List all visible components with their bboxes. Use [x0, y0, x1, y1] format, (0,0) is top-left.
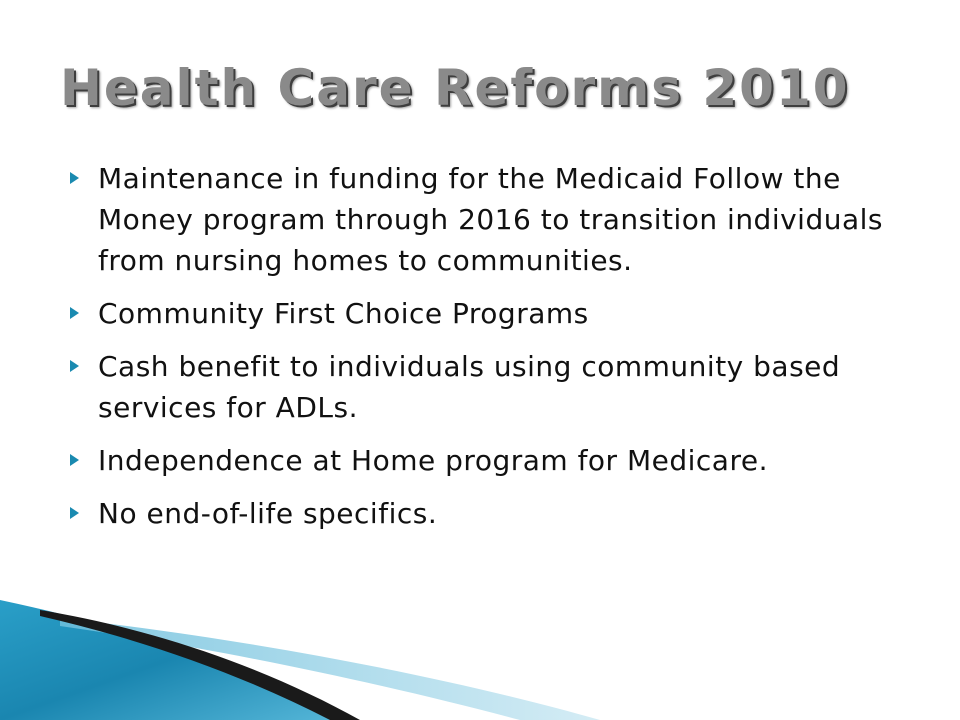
swoosh-light-band: [60, 618, 600, 720]
bullet-text: Independence at Home program for Medicare.: [98, 444, 768, 477]
bullet-text: Community First Choice Programs: [98, 297, 589, 330]
swoosh-blue-band: [0, 600, 340, 720]
bullet-text: Cash benefit to individuals using community based services for ADLs.: [98, 350, 841, 424]
bullet-list: [60, 158, 920, 546]
triangle-bullet-icon: [70, 172, 79, 184]
triangle-bullet-icon: [70, 507, 79, 519]
bullet-text: Maintenance in funding for the Medicaid Follow the Money program through 2016 to transition individuals from nursing homes to communities.: [98, 162, 884, 277]
slide-title: Health Care Reforms 2010: [60, 59, 850, 117]
bullet-item: [60, 158, 920, 281]
bullet-item: [60, 293, 920, 334]
triangle-bullet-icon: [70, 307, 79, 319]
bullet-item: [60, 493, 920, 534]
bullet-item: [60, 440, 920, 481]
bullet-item: [60, 346, 920, 428]
triangle-bullet-icon: [70, 454, 79, 466]
triangle-bullet-icon: [70, 360, 79, 372]
swoosh-dark-stroke: [40, 610, 360, 720]
bullet-text: No end-of-life specifics.: [98, 497, 438, 530]
